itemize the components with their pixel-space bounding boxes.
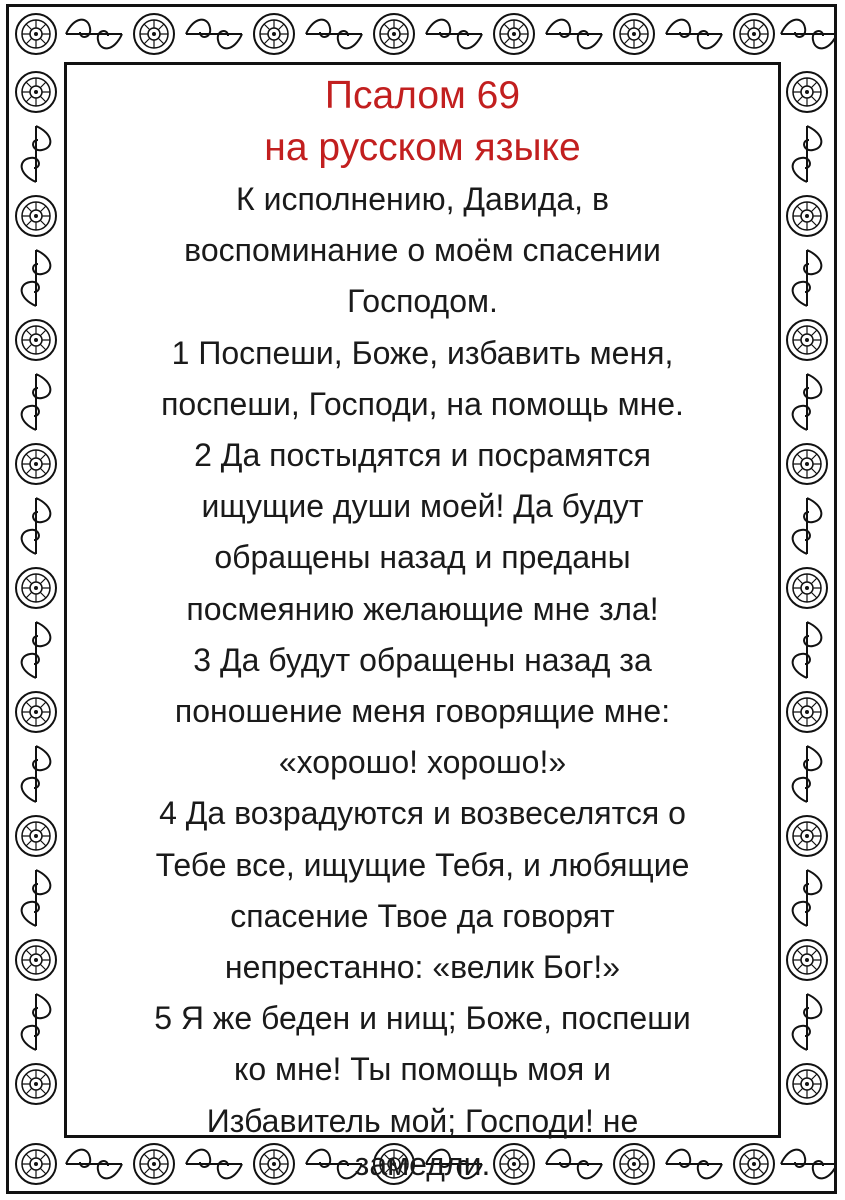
verse-5-line: ко мне! Ты помощь моя и (233, 1051, 612, 1088)
verse-3-line: «хорошо! хорошо!» (278, 744, 567, 781)
rosette-frieze-icon (9, 7, 834, 62)
text-line: Господом. (347, 283, 498, 320)
psalm-content (64, 62, 781, 1182)
verse-2-line: посмеянию желающие мне зла! (186, 590, 659, 627)
ornament-border-left (9, 62, 64, 1138)
page-subtitle: на русском языке (264, 126, 581, 169)
verse-4-line: 4 Да возрадуются и возвеселятся о (159, 795, 686, 832)
verse-4-line: непрестанно: «велик Бог!» (224, 949, 621, 986)
verse-2-line: ищущие души моей! Да будут (201, 488, 644, 525)
rosette-column-icon (781, 62, 834, 1138)
verse-3-line: поношение меня говорящие мне: (174, 693, 671, 730)
text-tail-line: замедли. (354, 1146, 491, 1182)
verse-3-line: 3 Да будут обращены назад за (193, 641, 652, 678)
verse-2-line: 2 Да постыдятся и посрамятся (194, 437, 651, 474)
text-line: воспоминание о моём спасении (184, 232, 661, 269)
page-title: Псалом 69 (324, 74, 521, 117)
verse-5-line: Избавитель мой; Господи! не (206, 1102, 639, 1139)
verse-4-line: Тебе все, ищущие Тебя, и любящие (155, 846, 690, 883)
ornament-border-top (9, 7, 834, 62)
rosette-column-icon (9, 62, 64, 1138)
psalm-text (64, 174, 781, 1147)
verse-4-line: спасение Твое да говорят (230, 897, 615, 934)
verse-2-line: обращены назад и преданы (214, 539, 631, 576)
ornament-border-right (781, 62, 834, 1138)
text-line: К исполнению, Давида, в (236, 181, 609, 217)
verse-5-line: 5 Я же беден и нищ; Боже, поспеши (154, 1000, 691, 1037)
verse-1-line: 1 Поспеши, Боже, избавить меня, (171, 334, 674, 371)
verse-1-line: поспеши, Господи, на помощь мне. (161, 385, 684, 422)
